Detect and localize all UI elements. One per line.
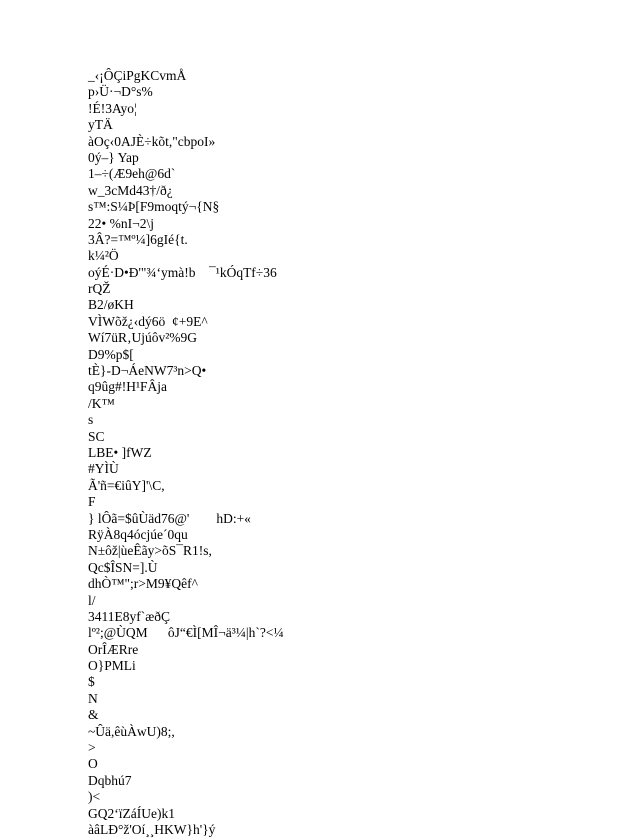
text-line: àâLÐ°ž'Oí¸¸HKW}h'}ý xyxy=(88,821,216,837)
text-line: Qc$ÎSN=].Ù xyxy=(88,559,158,575)
text-line: )< xyxy=(88,789,101,805)
text-line: & xyxy=(88,707,99,723)
text-line: RÿÀ8q4ócjúe´0qu xyxy=(88,526,188,542)
text-line: #YÌÙ xyxy=(88,461,119,477)
text-line: B2/øKH xyxy=(88,297,134,313)
text-line: N±ôž|ùeÊãy>õS¯R1!s, xyxy=(88,543,212,559)
text-line: N xyxy=(88,690,98,706)
text-line: yTÄ xyxy=(88,117,113,133)
text-line: > xyxy=(88,740,96,756)
text-line: O}PMLi xyxy=(88,658,136,674)
text-line: tÈ}-D¬ÁeNW7³n>Q• xyxy=(88,363,207,379)
text-line: rQŽ xyxy=(88,281,111,297)
text-line: /K™ xyxy=(88,395,115,411)
text-line: VÌWõž¿‹dý6ö ¢+9E^ xyxy=(88,313,208,329)
text-line: F xyxy=(88,494,96,510)
text-line: 3Â?=™º¼]6gIé{t. xyxy=(88,231,188,247)
text-line: Dqbhú7 xyxy=(88,772,132,788)
text-line: k¼²Ö xyxy=(88,248,119,264)
text-line: w_3cMd43†/ð¿ xyxy=(88,182,173,198)
text-line: l/ xyxy=(88,592,96,608)
text-line: p›Ü·¬D°s% xyxy=(88,84,153,100)
text-line: Ã'ñ=€iûY]'\C, xyxy=(88,477,165,493)
text-line: 0ý–} Yap xyxy=(88,149,139,165)
text-line: _‹¡ÔÇiPgKCvmÅ xyxy=(88,68,187,83)
text-line: GQ2‘ïZáÍUe)k1 xyxy=(88,805,175,821)
text-line: } lÔã=$ûÙäd76@' hD:+« xyxy=(88,510,251,526)
text-line: 3411E8yf`æðÇ xyxy=(88,608,170,624)
text-line: q9ûg#!H¹FÂja xyxy=(88,379,168,395)
text-line: ~Ûä,êùÀwU)8;, xyxy=(88,723,175,739)
text-line: oýÉ·D•Ð'"¾‘ymà!b ¯¹kÓqTf÷36 xyxy=(88,264,277,280)
text-line: àOç‹0AJÈ÷kõt,"cbpoI» xyxy=(88,133,216,149)
text-line: D9%p$[ xyxy=(88,346,134,362)
document-text-block xyxy=(88,68,608,838)
text-line: !É!3Ayo¦ xyxy=(88,100,137,116)
text-line: 22• %nI¬2\j xyxy=(88,215,154,231)
text-line: s™:S¼Þ[F9moqtý¬{N§ xyxy=(88,199,220,215)
text-line: dhÒ™";r>M9¥Qêf^ xyxy=(88,576,198,592)
text-line: lº²;@ÙQM ôJ“€Ì[MÎ¬ä³¼|h`?<¼ xyxy=(88,625,284,641)
text-line: LBE• ]fWZ xyxy=(88,444,152,460)
text-line: O xyxy=(88,756,98,772)
text-line: 1–÷(Æ9eh@6d` xyxy=(88,166,176,182)
text-line: s xyxy=(88,412,94,428)
text-line: $ xyxy=(88,674,95,690)
text-line: Wí7üR‚Ujúôv²%9G xyxy=(88,330,198,346)
text-line: OrÎÆRre xyxy=(88,641,139,657)
text-line: SC xyxy=(88,428,105,444)
